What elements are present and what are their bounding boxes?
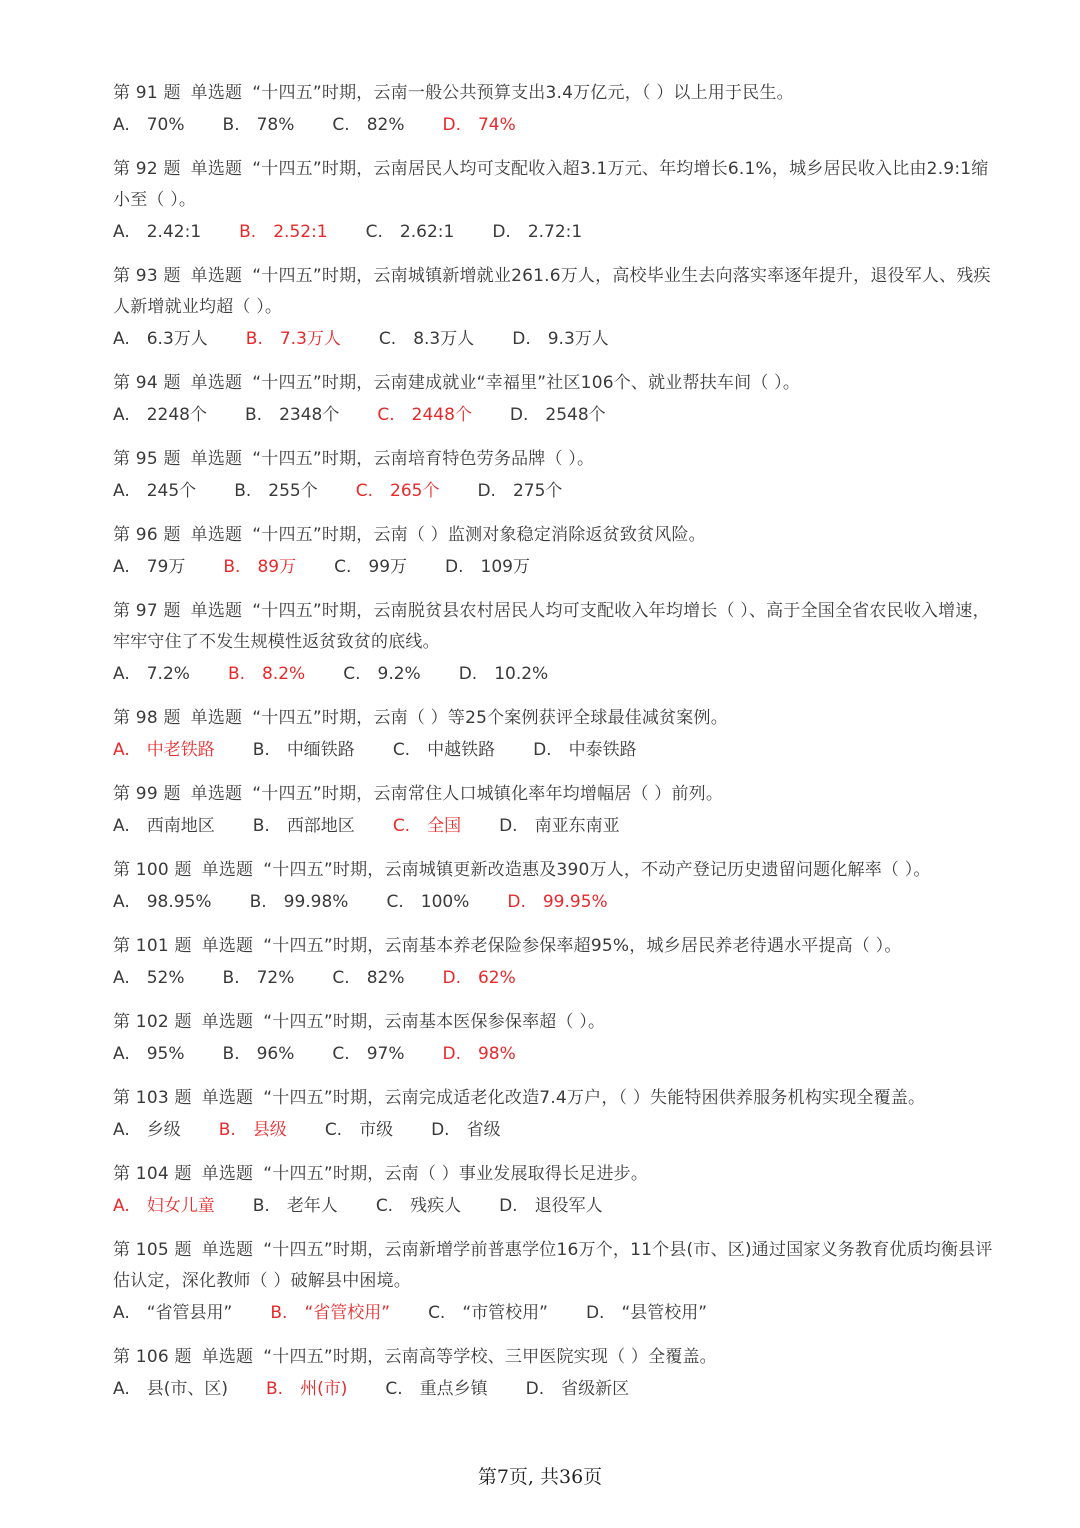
- question-type: 单选题: [190, 266, 243, 286]
- option-text: 中缅铁路: [286, 740, 355, 760]
- option-letter: D.: [525, 1379, 545, 1399]
- option-row: [113, 551, 1003, 584]
- option-text: 97%: [366, 1044, 405, 1064]
- question-type: 单选题: [190, 83, 243, 103]
- question-block: [113, 703, 1003, 767]
- option-letter: B.: [234, 481, 252, 501]
- option: [431, 1114, 501, 1147]
- question-text: “十四五”时期，云南脱贫县农村居民人均可支配收入年均增长（ ）、高于全国全省农民收入增速，牢牢守住了不发生规模性返贫致贫的底线。: [113, 601, 990, 652]
- option-letter: C.: [332, 968, 350, 988]
- question-number: 第 102 题: [113, 1012, 192, 1032]
- question-stem: [113, 1083, 1003, 1114]
- option-letter: D.: [431, 1120, 450, 1140]
- option-letter: D.: [585, 1303, 605, 1323]
- option-text: 州(市): [300, 1379, 348, 1399]
- option-letter: C.: [392, 816, 411, 836]
- option-text: 全国: [427, 816, 462, 836]
- question-block: [113, 931, 1003, 995]
- question-block: [113, 1083, 1003, 1147]
- question-text: “十四五”时期，云南建成就业“幸福里”社区106个、就业帮扶车间（ ）。: [252, 373, 801, 393]
- option: [113, 475, 196, 508]
- option-text: 老年人: [286, 1196, 338, 1216]
- option: [113, 551, 185, 584]
- question-stem: [113, 855, 1003, 886]
- option: [366, 216, 455, 249]
- option-correct: [270, 1297, 390, 1330]
- option-text: 96%: [256, 1044, 295, 1064]
- option-letter: A.: [113, 968, 130, 988]
- option-text: “省管县用”: [146, 1303, 233, 1323]
- option-text: 退役军人: [534, 1196, 603, 1216]
- option-letter: D.: [499, 1196, 518, 1216]
- option: [428, 1297, 548, 1330]
- option-letter: B.: [227, 664, 246, 684]
- option-text: 8.2%: [262, 664, 306, 684]
- question-number: 第 104 题: [113, 1164, 192, 1184]
- option-text: 95%: [146, 1044, 185, 1064]
- option-text: 8.3万人: [413, 329, 475, 349]
- option-letter: C.: [428, 1303, 446, 1323]
- option-letter: A.: [113, 664, 130, 684]
- question-number: 第 95 题: [113, 449, 181, 469]
- option-letter: D.: [499, 816, 518, 836]
- option: [445, 551, 530, 584]
- question-block: [113, 78, 1003, 142]
- option-letter: B.: [245, 405, 263, 425]
- option-text: 南亚东南亚: [534, 816, 620, 836]
- option-letter: B.: [239, 222, 257, 242]
- option-text: 52%: [146, 968, 185, 988]
- question-stem: [113, 368, 1003, 399]
- option-text: 10.2%: [494, 664, 549, 684]
- option-text: 2.62:1: [399, 222, 455, 242]
- option: [113, 658, 190, 691]
- option: [376, 1190, 461, 1223]
- question-number: 第 105 题: [113, 1240, 192, 1260]
- option-text: 99.98%: [283, 892, 349, 912]
- option: [459, 658, 549, 691]
- option: [343, 658, 420, 691]
- option-correct: [219, 1114, 287, 1147]
- option-letter: A.: [113, 329, 130, 349]
- option-text: 2448个: [411, 405, 472, 425]
- question-number: 第 97 题: [113, 601, 181, 621]
- option-text: 县级: [252, 1120, 287, 1140]
- option-correct: [442, 109, 515, 142]
- option: [113, 1297, 232, 1330]
- option-letter: D.: [509, 405, 529, 425]
- option: [386, 886, 469, 919]
- question-type: 单选题: [190, 784, 243, 804]
- option: [113, 1114, 181, 1147]
- option-text: “省管校用”: [304, 1303, 391, 1323]
- option: [492, 216, 582, 249]
- question-text: “十四五”时期，云南基本医保参保率超（ ）。: [263, 1012, 606, 1032]
- question-number: 第 101 题: [113, 936, 192, 956]
- option-text: 275个: [512, 481, 563, 501]
- option-correct: [246, 323, 341, 356]
- option-row: [113, 1297, 1003, 1330]
- question-block: [113, 779, 1003, 843]
- question-block: [113, 520, 1003, 584]
- option: [385, 1373, 487, 1406]
- option: [113, 216, 201, 249]
- option-letter: D.: [442, 1044, 461, 1064]
- option-text: 70%: [146, 115, 185, 135]
- question-block: [113, 368, 1003, 432]
- option-text: 省级新区: [561, 1379, 630, 1399]
- question-block: [113, 596, 1003, 691]
- option: [533, 734, 637, 767]
- option-letter: B.: [245, 329, 263, 349]
- question-text: “十四五”时期，云南城镇新增就业261.6万人，高校毕业生去向落实率逐年提升，退役军人、残疾人新增就业均超（ ）。: [113, 266, 991, 317]
- question-number: 第 94 题: [113, 373, 181, 393]
- question-text: “十四五”时期，云南新增学前普惠学位16万个，11个县(市、区)通过国家义务教育优质均衡县评估认定，深化教师（ ）破解县中困境。: [113, 1240, 993, 1291]
- option-correct: [377, 399, 472, 432]
- option: [113, 399, 207, 432]
- option-text: 市级: [359, 1120, 394, 1140]
- option-correct: [239, 216, 327, 249]
- option-row: [113, 323, 1003, 356]
- option: [253, 810, 355, 843]
- question-number: 第 98 题: [113, 708, 181, 728]
- option-text: 72%: [256, 968, 295, 988]
- question-text: “十四五”时期，云南完成适老化改造7.4万户，（ ）失能特困供养服务机构实现全覆盖。: [263, 1088, 926, 1108]
- question-number: 第 99 题: [113, 784, 181, 804]
- question-stem: [113, 1342, 1003, 1373]
- option-letter: D.: [512, 329, 531, 349]
- option-text: 省级: [466, 1120, 501, 1140]
- option-letter: C.: [385, 1379, 403, 1399]
- question-stem: [113, 703, 1003, 734]
- option-text: 2.52:1: [273, 222, 328, 242]
- option-letter: A.: [113, 740, 130, 760]
- question-stem: [113, 444, 1003, 475]
- option: [510, 399, 606, 432]
- option-letter: B.: [266, 1379, 284, 1399]
- option-correct: [228, 658, 305, 691]
- question-text: “十四五”时期，云南（ ）监测对象稳定消除返贫致贫风险。: [252, 525, 706, 545]
- question-number: 第 92 题: [113, 159, 181, 179]
- option-letter: A.: [113, 405, 130, 425]
- option-letter: C.: [375, 1196, 394, 1216]
- question-type: 单选题: [201, 860, 254, 880]
- option-text: 82%: [366, 115, 405, 135]
- option-row: [113, 886, 1003, 919]
- option-text: 62%: [477, 968, 516, 988]
- option-letter: A.: [113, 1044, 130, 1064]
- option-text: 西南地区: [146, 816, 215, 836]
- option-letter: C.: [378, 329, 397, 349]
- option-row: [113, 475, 1003, 508]
- question-block: [113, 1235, 1003, 1330]
- question-block: [113, 1007, 1003, 1071]
- option-row: [113, 216, 1003, 249]
- page-footer: 第7页, 共36页: [477, 1466, 603, 1488]
- option-letter: A.: [113, 481, 130, 501]
- option-letter: A.: [113, 1196, 130, 1216]
- option: [526, 1373, 630, 1406]
- option-text: 西部地区: [286, 816, 355, 836]
- option-letter: B.: [223, 557, 241, 577]
- question-stem: [113, 779, 1003, 810]
- option-text: 82%: [366, 968, 405, 988]
- option-correct: [113, 734, 215, 767]
- option: [334, 551, 407, 584]
- option-letter: D.: [492, 222, 511, 242]
- option: [223, 962, 295, 995]
- option: [113, 1373, 228, 1406]
- option-row: [113, 810, 1003, 843]
- option-letter: B.: [252, 740, 270, 760]
- option-text: 98.95%: [146, 892, 212, 912]
- question-type: 单选题: [201, 1240, 254, 1260]
- option-row: [113, 1190, 1003, 1223]
- option-text: 89万: [257, 557, 297, 577]
- question-block: [113, 261, 1003, 356]
- option-text: 7.3万人: [279, 329, 341, 349]
- option: [113, 886, 212, 919]
- option-row: [113, 1038, 1003, 1071]
- question-type: 单选题: [190, 601, 243, 621]
- option-text: 2548个: [545, 405, 606, 425]
- question-block: [113, 154, 1003, 249]
- option-row: [113, 1114, 1003, 1147]
- option: [223, 109, 295, 142]
- option: [586, 1297, 707, 1330]
- option-letter: B.: [218, 1120, 236, 1140]
- option: [245, 399, 339, 432]
- option-letter: B.: [222, 1044, 240, 1064]
- option-letter: B.: [252, 1196, 270, 1216]
- question-type: 单选题: [190, 708, 243, 728]
- option-letter: C.: [324, 1120, 343, 1140]
- option-row: [113, 399, 1003, 432]
- question-text: “十四五”时期，云南（ ）事业发展取得长足进步。: [263, 1164, 649, 1184]
- question-stem: [113, 1159, 1003, 1190]
- option: [253, 734, 355, 767]
- option-correct: [113, 1190, 215, 1223]
- question-number: 第 91 题: [113, 83, 181, 103]
- question-type: 单选题: [201, 1088, 254, 1108]
- option-text: 2248个: [146, 405, 207, 425]
- question-type: 单选题: [190, 449, 243, 469]
- option: [332, 109, 404, 142]
- option: [234, 475, 318, 508]
- option-text: 99万: [368, 557, 408, 577]
- option-text: 98%: [477, 1044, 516, 1064]
- option-letter: A.: [113, 1379, 130, 1399]
- question-stem: [113, 1007, 1003, 1038]
- option: [499, 1190, 603, 1223]
- option: [379, 323, 474, 356]
- option-letter: A.: [113, 557, 130, 577]
- question-text: “十四五”时期，云南居民人均可支配收入超3.1万元、年均增长6.1%，城乡居民收入比由2.9:1缩小至（ ）。: [113, 159, 989, 210]
- option: [250, 886, 349, 919]
- question-number: 第 93 题: [113, 266, 181, 286]
- question-text: “十四五”时期，云南基本养老保险参保率超95%，城乡居民养老待遇水平提高（ ）。: [263, 936, 902, 956]
- option-text: 74%: [477, 115, 516, 135]
- option-text: 乡级: [146, 1120, 181, 1140]
- option-letter: B.: [222, 968, 240, 988]
- option: [325, 1114, 393, 1147]
- option-letter: D.: [445, 557, 464, 577]
- option-letter: C.: [332, 1044, 350, 1064]
- question-block: [113, 444, 1003, 508]
- question-stem: [113, 261, 1003, 323]
- option-correct: [266, 1373, 347, 1406]
- option-text: 9.3万人: [547, 329, 609, 349]
- question-type: 单选题: [201, 1347, 254, 1367]
- question-text: “十四五”时期，云南城镇更新改造惠及390万人，不动产登记历史遗留问题化解率（ ）。: [263, 860, 931, 880]
- question-text: “十四五”时期，云南高等学校、三甲医院实现（ ）全覆盖。: [263, 1347, 717, 1367]
- option-letter: D.: [442, 968, 461, 988]
- option-text: 中泰铁路: [568, 740, 637, 760]
- option-text: 255个: [268, 481, 318, 501]
- question-type: 单选题: [201, 936, 254, 956]
- option-correct: [356, 475, 440, 508]
- option-row: [113, 962, 1003, 995]
- option-text: “市管校用”: [462, 1303, 548, 1323]
- question-number: 第 103 题: [113, 1088, 192, 1108]
- option-letter: C.: [377, 405, 395, 425]
- question-number: 第 100 题: [113, 860, 192, 880]
- question-stem: [113, 520, 1003, 551]
- option-correct: [442, 1038, 515, 1071]
- option: [477, 475, 562, 508]
- question-type: 单选题: [190, 373, 243, 393]
- option-text: 109万: [480, 557, 530, 577]
- option-text: 县(市、区): [146, 1379, 228, 1399]
- question-stem: [113, 596, 1003, 658]
- option-correct: [442, 962, 515, 995]
- option-letter: C.: [332, 115, 350, 135]
- option-text: 6.3万人: [146, 329, 208, 349]
- option: [253, 1190, 338, 1223]
- option-letter: D.: [533, 740, 552, 760]
- option-text: “县管校用”: [621, 1303, 708, 1323]
- option-text: 245个: [146, 481, 197, 501]
- option-letter: B.: [222, 115, 240, 135]
- option-text: 78%: [256, 115, 295, 135]
- question-block: [113, 1159, 1003, 1223]
- option-letter: C.: [334, 557, 352, 577]
- option: [113, 323, 208, 356]
- option: [499, 810, 620, 843]
- option: [332, 962, 404, 995]
- option-letter: C.: [343, 664, 361, 684]
- option-row: [113, 109, 1003, 142]
- option-correct: [507, 886, 607, 919]
- option-letter: A.: [113, 1303, 130, 1323]
- option-letter: B.: [252, 816, 270, 836]
- option: [512, 323, 609, 356]
- question-number: 第 96 题: [113, 525, 181, 545]
- question-type: 单选题: [201, 1164, 254, 1184]
- question-type: 单选题: [201, 1012, 254, 1032]
- option: [332, 1038, 404, 1071]
- option-letter: D.: [507, 892, 526, 912]
- option: [113, 1038, 185, 1071]
- question-block: [113, 1342, 1003, 1406]
- option-text: 2348个: [279, 405, 340, 425]
- option: [113, 962, 185, 995]
- question-text: “十四五”时期，云南（ ）等25个案例获评全球最佳减贫案例。: [252, 708, 728, 728]
- option-letter: C.: [355, 481, 373, 501]
- option: [393, 734, 495, 767]
- option-text: 中老铁路: [146, 740, 215, 760]
- option-letter: A.: [113, 1120, 130, 1140]
- option-text: 7.2%: [146, 664, 190, 684]
- option-text: 重点乡镇: [419, 1379, 488, 1399]
- option-text: 残疾人: [410, 1196, 462, 1216]
- option-correct: [223, 551, 296, 584]
- option-letter: D.: [458, 664, 478, 684]
- question-number: 第 106 题: [113, 1347, 192, 1367]
- question-text: “十四五”时期，云南培育特色劳务品牌（ ）。: [252, 449, 595, 469]
- option-text: 2.72:1: [527, 222, 583, 242]
- question-text: “十四五”时期，云南常住人口城镇化率年均增幅居（ ）前列。: [252, 784, 724, 804]
- question-stem: [113, 78, 1003, 109]
- option: [113, 810, 215, 843]
- question-stem: [113, 931, 1003, 962]
- question-text: “十四五”时期，云南一般公共预算支出3.4万亿元，（ ）以上用于民生。: [252, 83, 794, 103]
- option-letter: A.: [113, 816, 130, 836]
- option-text: 2.42:1: [146, 222, 202, 242]
- option: [223, 1038, 295, 1071]
- option-text: 中越铁路: [427, 740, 496, 760]
- option-letter: D.: [477, 481, 496, 501]
- option-text: 100%: [420, 892, 470, 912]
- option-letter: C.: [392, 740, 411, 760]
- option-letter: C.: [365, 222, 383, 242]
- question-block: [113, 855, 1003, 919]
- option-letter: A.: [113, 222, 130, 242]
- option-text: 265个: [390, 481, 440, 501]
- option-text: 妇女儿童: [146, 1196, 215, 1216]
- option: [113, 109, 185, 142]
- question-stem: [113, 1235, 1003, 1297]
- option-row: [113, 1373, 1003, 1406]
- option-text: 9.2%: [377, 664, 421, 684]
- option-text: 79万: [146, 557, 186, 577]
- option-letter: B.: [249, 892, 267, 912]
- option-letter: A.: [113, 892, 130, 912]
- option-row: [113, 658, 1003, 691]
- option-letter: D.: [442, 115, 461, 135]
- question-type: 单选题: [190, 525, 243, 545]
- option-letter: A.: [113, 115, 130, 135]
- option-text: 99.95%: [542, 892, 608, 912]
- option-correct: [393, 810, 461, 843]
- option-row: [113, 734, 1003, 767]
- question-list: [113, 78, 1003, 1418]
- option-letter: B.: [270, 1303, 288, 1323]
- question-type: 单选题: [190, 159, 243, 179]
- question-stem: [113, 154, 1003, 216]
- option-letter: C.: [386, 892, 404, 912]
